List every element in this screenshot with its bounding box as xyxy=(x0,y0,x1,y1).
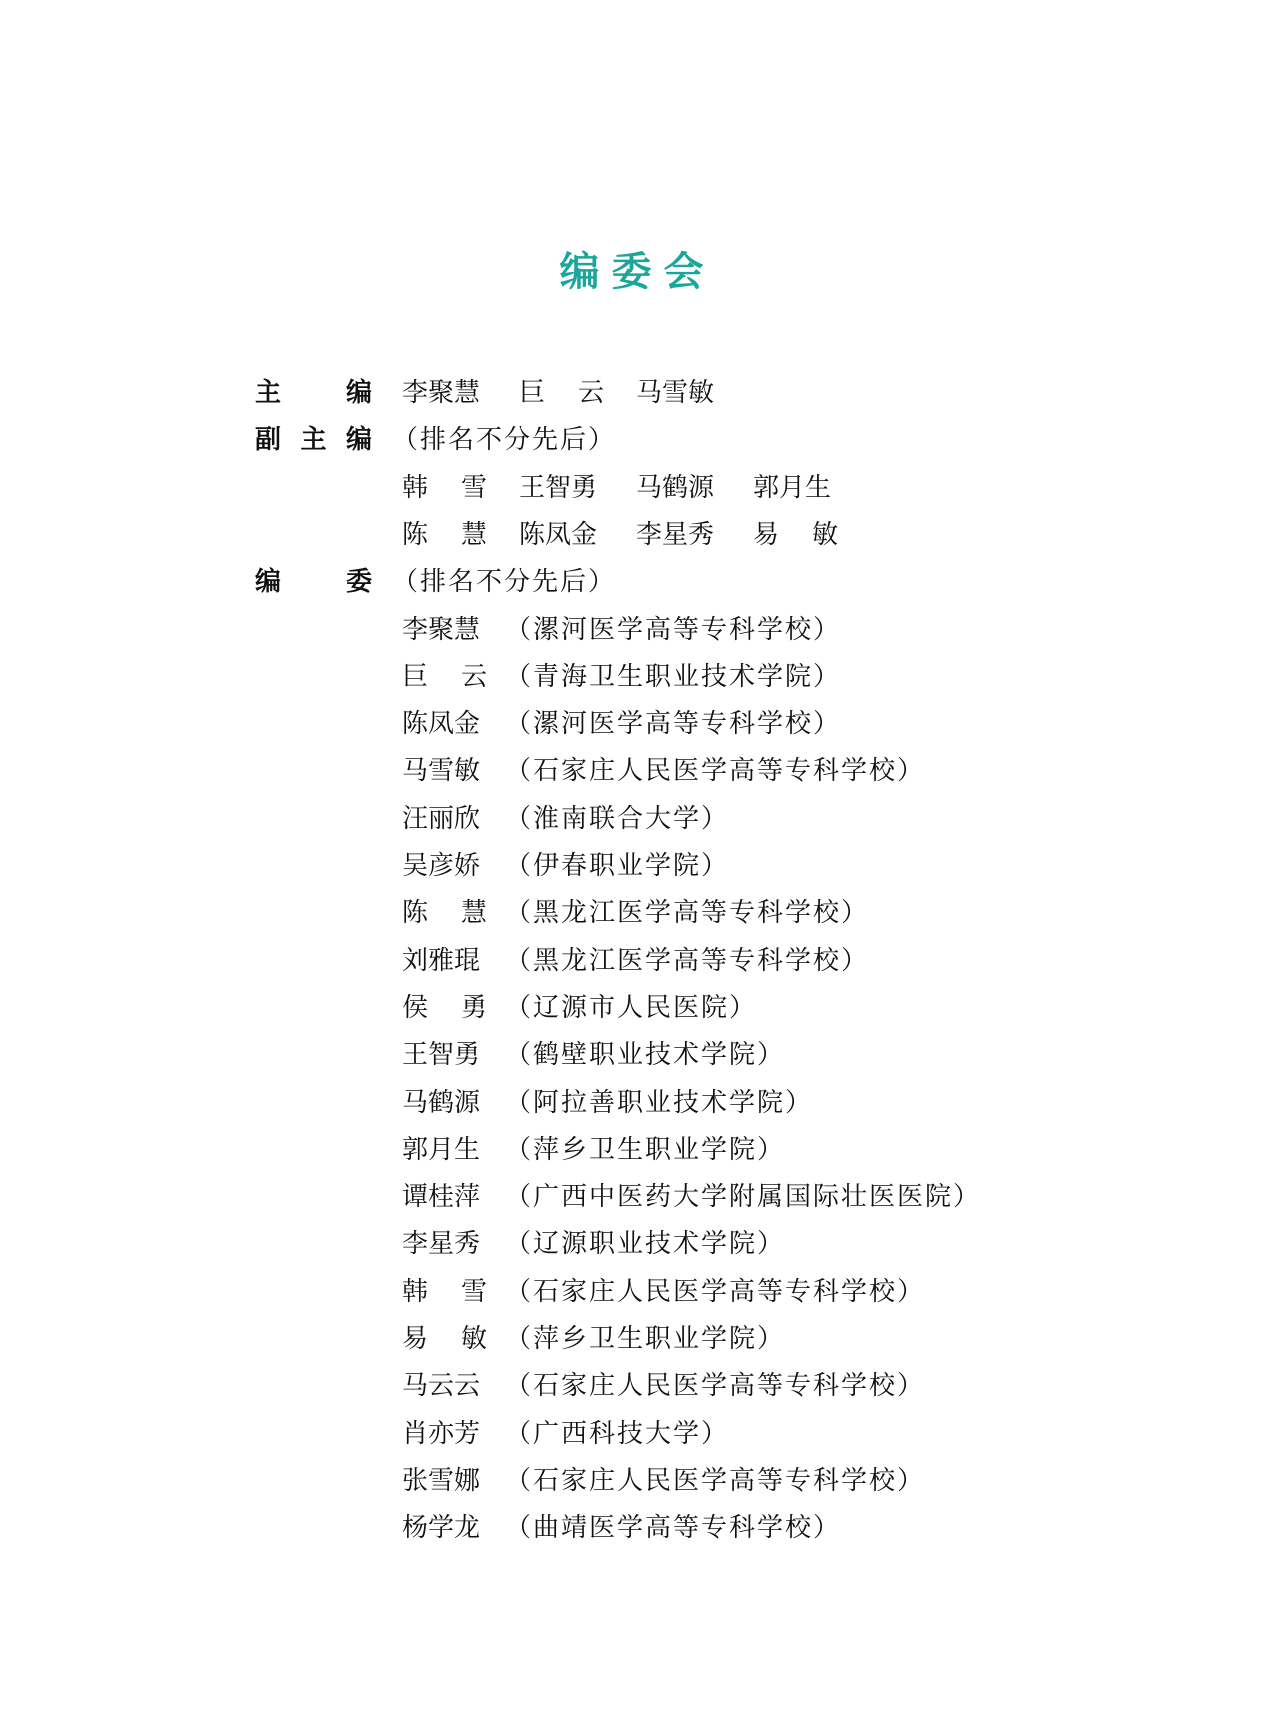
list-item xyxy=(402,1134,785,1166)
label-deputy-editors-char: 副 xyxy=(255,425,282,456)
label-deputy-editors-char: 主 xyxy=(300,425,327,456)
person-name-part: 雪 xyxy=(460,1276,487,1307)
person-name: 马雪敏 xyxy=(402,756,481,787)
person-name: 马雪敏 xyxy=(636,378,715,408)
person-name xyxy=(519,377,604,409)
person-name-part: 陈 xyxy=(402,519,429,550)
member-organization: （阿拉善职业技术学院） xyxy=(505,1087,814,1118)
person-name-part: 勇 xyxy=(460,992,487,1023)
member-organization: （曲靖医学高等专科学校） xyxy=(505,1513,842,1544)
person-name xyxy=(402,519,487,551)
member-organization: （漯河医学高等专科学校） xyxy=(505,709,842,740)
label-editor-in-chief xyxy=(255,377,372,409)
person-name xyxy=(402,992,487,1024)
label-committee xyxy=(255,566,372,598)
person-name: 吴彦娇 xyxy=(402,851,481,881)
member-organization: （漯河医学高等专科学校） xyxy=(505,614,842,645)
list-item xyxy=(402,1276,925,1308)
list-item xyxy=(402,708,841,740)
editor-in-chief-names xyxy=(402,377,721,409)
label-editor-in-chief-char: 主 xyxy=(255,378,282,408)
person-name: 肖亦芳 xyxy=(402,1418,481,1449)
member-organization: （广西科技大学） xyxy=(505,1418,730,1449)
label-committee-char: 编 xyxy=(255,567,282,598)
member-organization: （黑龙江医学高等专科学校） xyxy=(505,898,870,929)
person-name-part: 巨 xyxy=(519,378,546,408)
person-name: 郭月生 xyxy=(402,1134,481,1165)
person-name-part: 雪 xyxy=(460,472,487,503)
person-name-part: 敏 xyxy=(460,1324,487,1354)
list-item xyxy=(402,614,841,646)
person-name: 马鹤源 xyxy=(402,1087,481,1118)
person-name-part: 慧 xyxy=(460,898,487,929)
member-organization: （淮南联合大学） xyxy=(505,803,730,834)
member-organization: （石家庄人民医学高等专科学校） xyxy=(505,756,926,787)
person-name-part: 巨 xyxy=(402,661,429,692)
member-organization: （鹤壁职业技术学院） xyxy=(505,1040,786,1071)
member-organization: （萍乡卫生职业学院） xyxy=(505,1324,786,1354)
member-organization: （石家庄人民医学高等专科学校） xyxy=(505,1276,926,1307)
list-item xyxy=(402,850,729,882)
person-name: 陈凤金 xyxy=(519,519,598,550)
member-organization: （伊春职业学院） xyxy=(505,851,730,881)
list-item xyxy=(402,1418,729,1450)
deputy-editors-row xyxy=(402,519,838,551)
person-name: 杨学龙 xyxy=(402,1513,481,1544)
deputy-editors-row xyxy=(402,472,838,504)
person-name: 李聚慧 xyxy=(402,614,481,645)
person-name xyxy=(402,1276,487,1308)
person-name-part: 慧 xyxy=(460,519,487,550)
person-name xyxy=(402,1323,487,1355)
person-name: 李星秀 xyxy=(636,519,715,550)
person-name: 李星秀 xyxy=(402,1229,481,1260)
person-name-part: 陈 xyxy=(402,898,429,929)
member-organization: （广西中医药大学附属国际壮医医院） xyxy=(505,1182,982,1213)
member-organization: （辽源市人民医院） xyxy=(505,992,758,1023)
member-organization: （石家庄人民医学高等专科学校） xyxy=(505,1371,926,1402)
label-deputy-editors-char: 编 xyxy=(345,425,372,456)
person-name: 王智勇 xyxy=(402,1040,481,1071)
person-name: 李聚慧 xyxy=(402,378,481,408)
list-item xyxy=(402,755,925,787)
list-item xyxy=(402,1087,813,1119)
list-item xyxy=(402,1228,785,1260)
person-name: 王智勇 xyxy=(519,472,598,503)
committee-note: （排名不分先后） xyxy=(392,567,617,598)
list-item xyxy=(402,1370,925,1402)
person-name: 谭桂萍 xyxy=(402,1182,481,1213)
label-committee-char: 委 xyxy=(345,567,372,598)
list-item xyxy=(402,897,869,929)
member-organization: （萍乡卫生职业学院） xyxy=(505,1134,786,1165)
person-name-part: 侯 xyxy=(402,992,429,1023)
member-organization: （石家庄人民医学高等专科学校） xyxy=(505,1465,926,1496)
person-name-part: 云 xyxy=(577,378,604,408)
person-name-part: 易 xyxy=(753,519,780,550)
person-name: 郭月生 xyxy=(753,472,832,503)
member-organization: （黑龙江医学高等专科学校） xyxy=(505,945,870,976)
member-organization: （辽源职业技术学院） xyxy=(505,1229,786,1260)
list-item xyxy=(402,992,757,1024)
person-name-part: 敏 xyxy=(811,519,838,550)
person-name xyxy=(753,519,838,551)
list-item xyxy=(402,1512,841,1544)
list-item xyxy=(402,1465,925,1497)
list-item xyxy=(402,1039,785,1071)
person-name xyxy=(402,661,487,693)
person-name: 马云云 xyxy=(402,1371,481,1402)
member-organization: （青海卫生职业技术学院） xyxy=(505,661,842,692)
list-item xyxy=(402,945,869,977)
person-name: 张雪娜 xyxy=(402,1465,481,1496)
label-deputy-editors xyxy=(255,424,372,456)
person-name xyxy=(402,897,487,929)
page-title: 编委会 xyxy=(559,249,716,295)
person-name-part: 韩 xyxy=(402,472,429,503)
list-item xyxy=(402,661,841,693)
label-editor-in-chief-char: 编 xyxy=(345,378,372,408)
deputy-editors-note: （排名不分先后） xyxy=(392,425,617,456)
list-item xyxy=(402,803,729,835)
person-name: 马鹤源 xyxy=(636,472,715,503)
person-name-part: 易 xyxy=(402,1324,429,1354)
person-name: 陈凤金 xyxy=(402,709,481,740)
person-name xyxy=(402,472,487,504)
list-item xyxy=(402,1323,785,1355)
list-item xyxy=(402,1181,981,1213)
person-name-part: 云 xyxy=(460,661,487,692)
person-name: 刘雅琨 xyxy=(402,945,481,976)
person-name-part: 韩 xyxy=(402,1276,429,1307)
person-name: 汪丽欣 xyxy=(402,803,481,834)
